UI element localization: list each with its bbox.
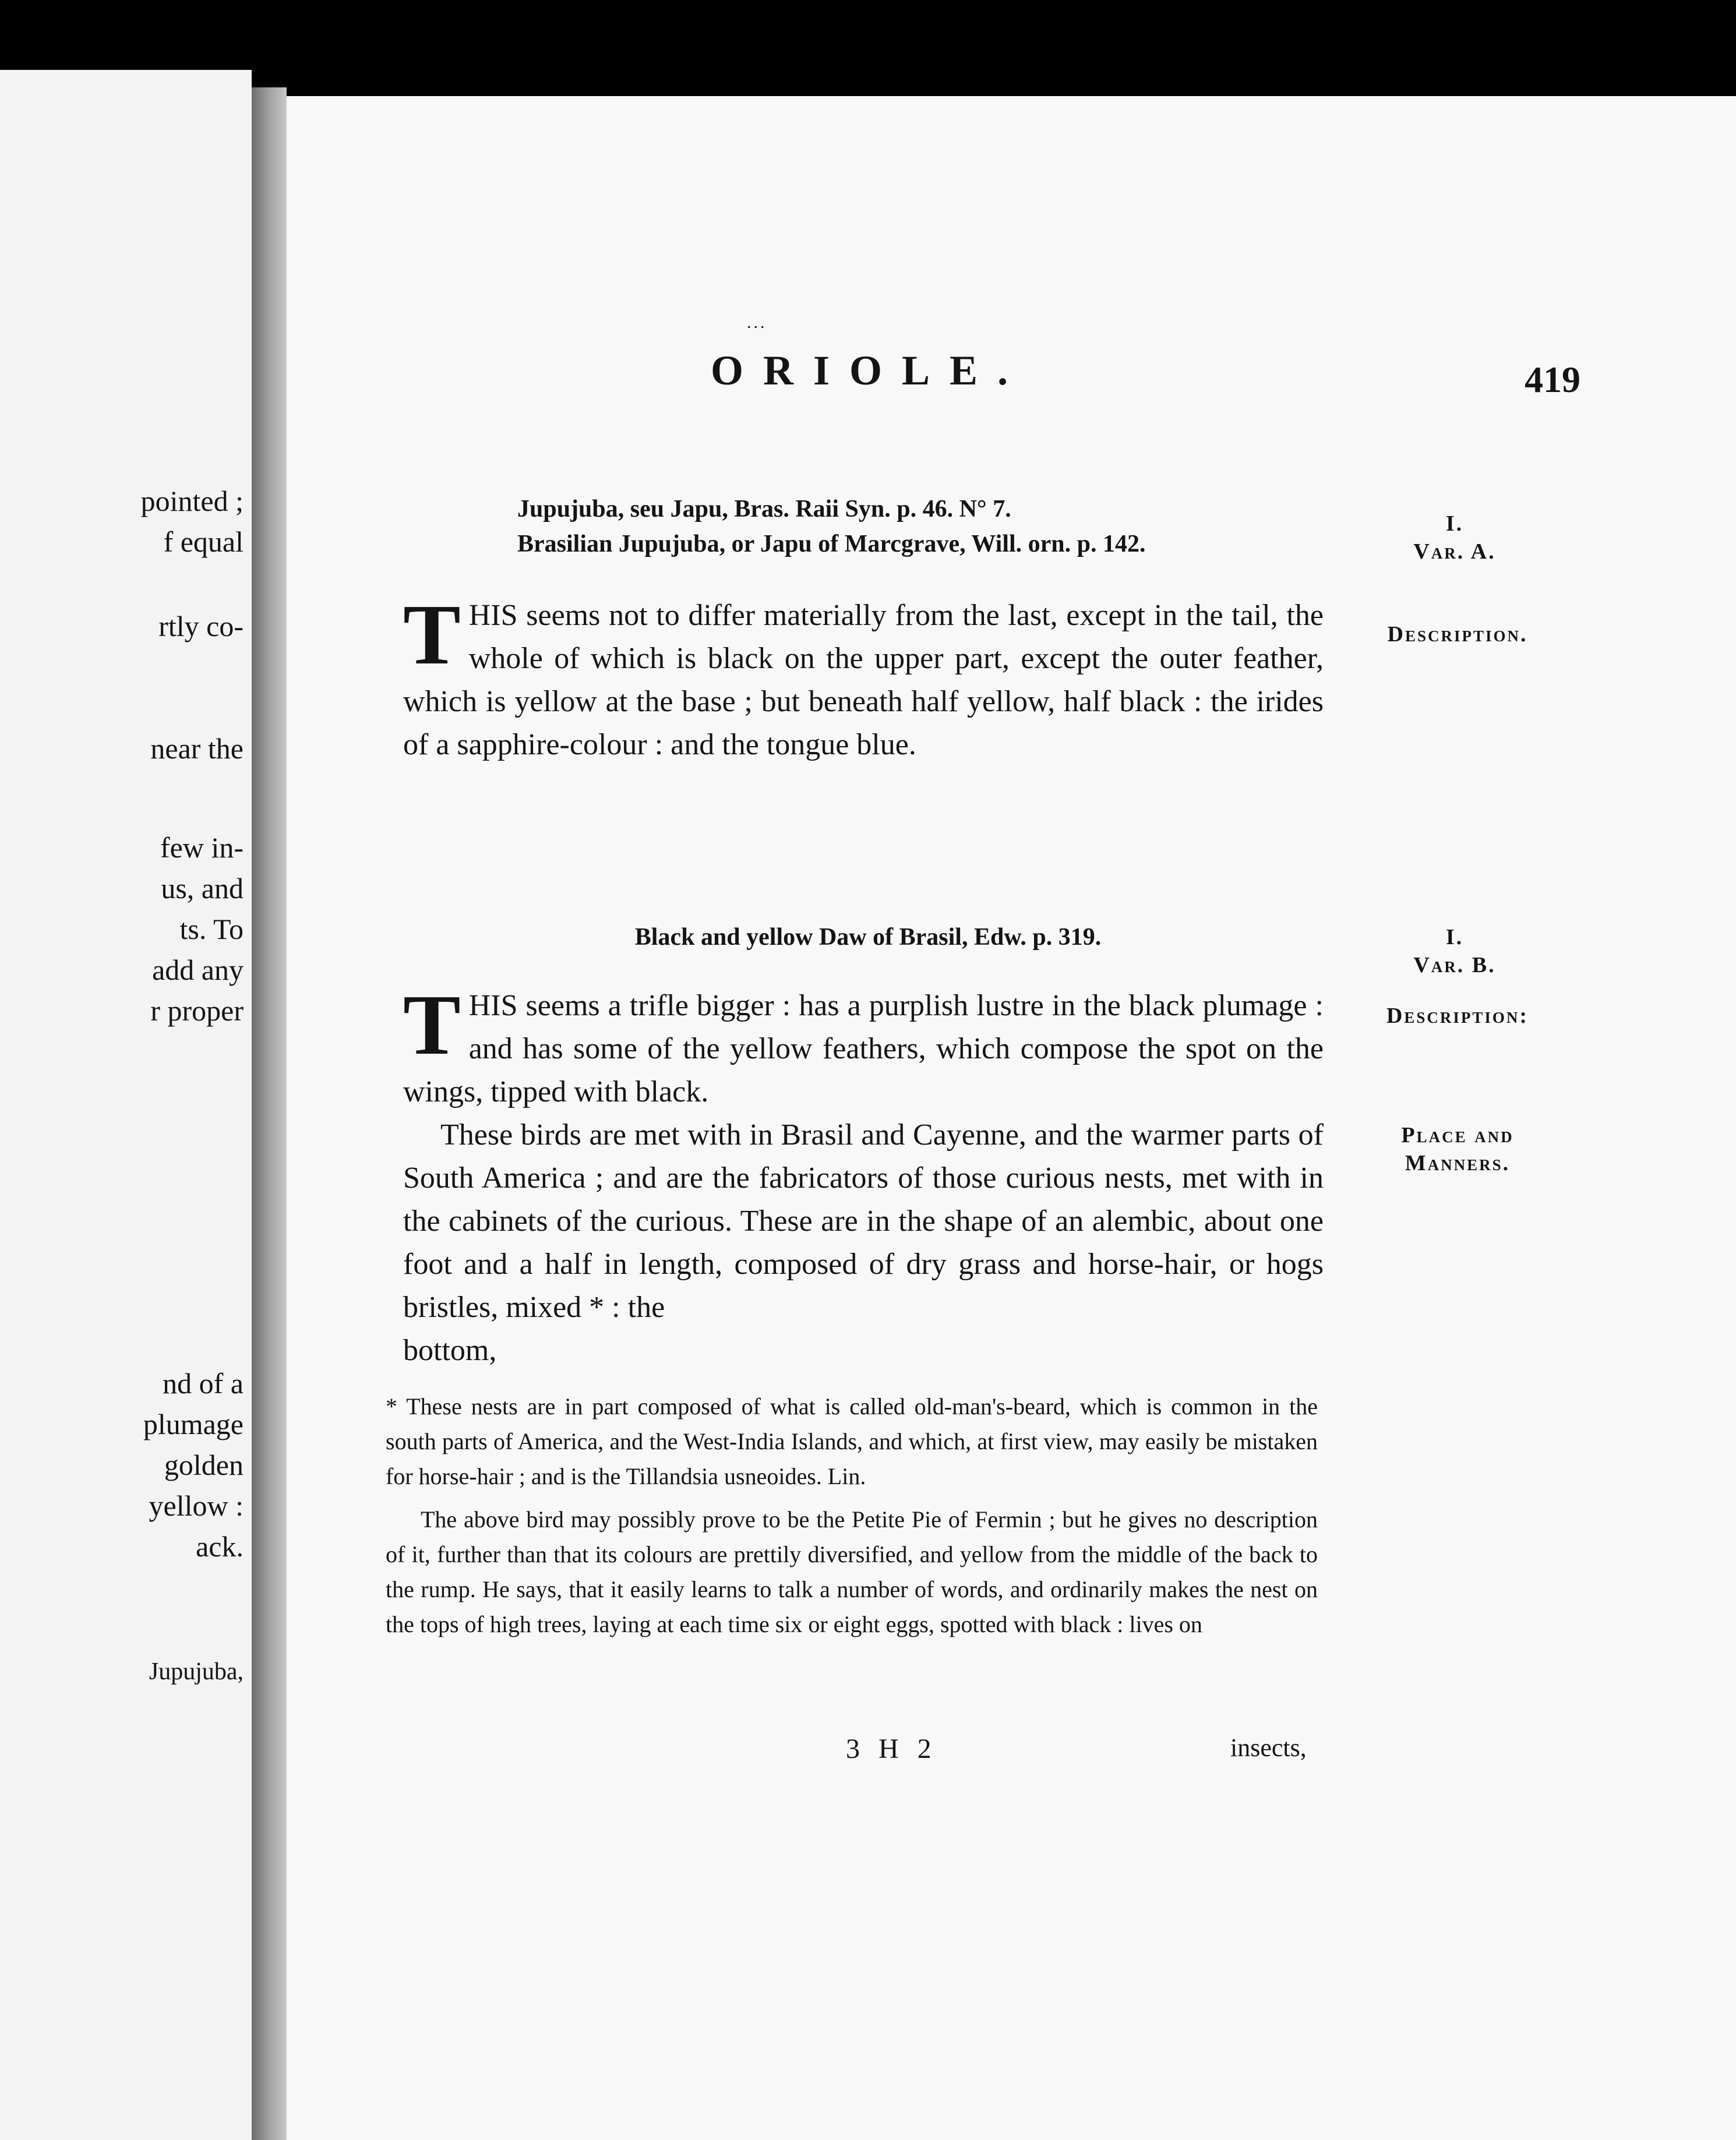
margin-label: Var. A. xyxy=(1413,539,1496,564)
synonym-line: Black and yellow Daw of Brasil, Edw. p. 319. xyxy=(634,924,1102,951)
left-page xyxy=(0,70,252,2140)
book-gutter xyxy=(252,87,287,2140)
left-fragment: add any xyxy=(152,954,244,986)
left-fragment: ack. xyxy=(196,1530,244,1563)
catchword: bottom, xyxy=(403,1334,497,1367)
margin-note-var-b xyxy=(1356,923,1554,979)
margin-label: Var. B. xyxy=(1413,953,1496,977)
footnote-catchword: insects, xyxy=(1230,1733,1307,1762)
left-fragment: Jupujuba, xyxy=(149,1658,244,1685)
ornament: ... xyxy=(747,313,767,332)
margin-note-description xyxy=(1329,1002,1586,1030)
place-manners-text: These birds are met with in Brasil and Cayenne, and the warmer parts of South America ; and are the fabricators of those curious nests, met with in the cabinets of the curious. These are in the shape of an alembic, about one foot and a half in length, composed of dry grass and horse-hair, or hogs bristles, mixed * : the xyxy=(403,1118,1324,1324)
signature-mark: 3 H 2 xyxy=(846,1733,937,1764)
left-fragment: f equal xyxy=(163,525,244,558)
footnotes xyxy=(386,1389,1318,1650)
var-a-paragraph xyxy=(403,587,1324,767)
left-fragment: plumage xyxy=(143,1408,244,1440)
page-number: 419 xyxy=(1525,359,1580,400)
left-fragment: few in- xyxy=(160,831,244,864)
right-page xyxy=(287,96,1736,2140)
synonym-line: Jupujuba, seu Japu, Bras. Raii Syn. p. 46. N° 7. xyxy=(517,496,1011,522)
running-title: ORIOLE. xyxy=(711,347,1028,394)
left-fragment: pointed ; xyxy=(140,485,244,517)
var-b-paragraph xyxy=(403,977,1324,1372)
var-a-text: HIS seems not to differ materially from the last, except in the tail, the whole of which is black on the upper part, except the outer feather, which is yellow at the base ; but beneath half yellow, half black : the irides of a sapphire-colour : and the tongue blue. xyxy=(403,599,1324,761)
margin-number: I. xyxy=(1445,925,1464,949)
drop-cap: T xyxy=(403,977,461,1073)
synonym-line: Brasilian Jupujuba, or Japu of Marcgrave, Will. orn. p. 142. xyxy=(517,531,1146,557)
var-b-text: HIS seems a trifle bigger : has a purplish lustre in the black plumage : and has some of the yellow feathers, which compose the spot on the wings, tipped with black. xyxy=(403,989,1324,1108)
margin-label: Place and xyxy=(1401,1123,1514,1147)
margin-number: I. xyxy=(1445,511,1464,536)
margin-note-place xyxy=(1341,1121,1574,1177)
footnote: The above bird may possibly prove to be the Petite Pie of Fermin ; but he gives no description of it, further than that its colours are prettily diversified, and yellow from the middle of the back to the rump. He says, that it easily learns to talk a number of words, and ordinarily makes the nest on the tops of high trees, laying at each time six or eight eggs, spotted with black : lives on xyxy=(386,1506,1318,1637)
left-fragment: near the xyxy=(150,732,244,765)
left-fragment: r proper xyxy=(150,994,244,1027)
left-fragment: yellow : xyxy=(149,1489,244,1522)
left-fragment: nd of a xyxy=(163,1367,244,1400)
margin-label: Description. xyxy=(1387,622,1528,647)
left-fragment: rtly co- xyxy=(158,610,244,642)
drop-cap: T xyxy=(403,587,461,683)
margin-label: Manners. xyxy=(1405,1151,1511,1175)
left-fragment: us, and xyxy=(161,872,244,905)
margin-note-description xyxy=(1329,620,1586,648)
margin-label: Description: xyxy=(1386,1004,1529,1028)
left-fragment: ts. To xyxy=(179,913,244,945)
margin-note-var-a xyxy=(1356,510,1554,566)
left-fragment: golden xyxy=(164,1449,244,1481)
footnote: * These nests are in part composed of what is called old-man's-beard, which is common in the south parts of America, and the West-India Islands, and which, at first view, may easily be mistaken for horse-hair ; and is the Tillandsia usneoides. Lin. xyxy=(386,1393,1318,1489)
